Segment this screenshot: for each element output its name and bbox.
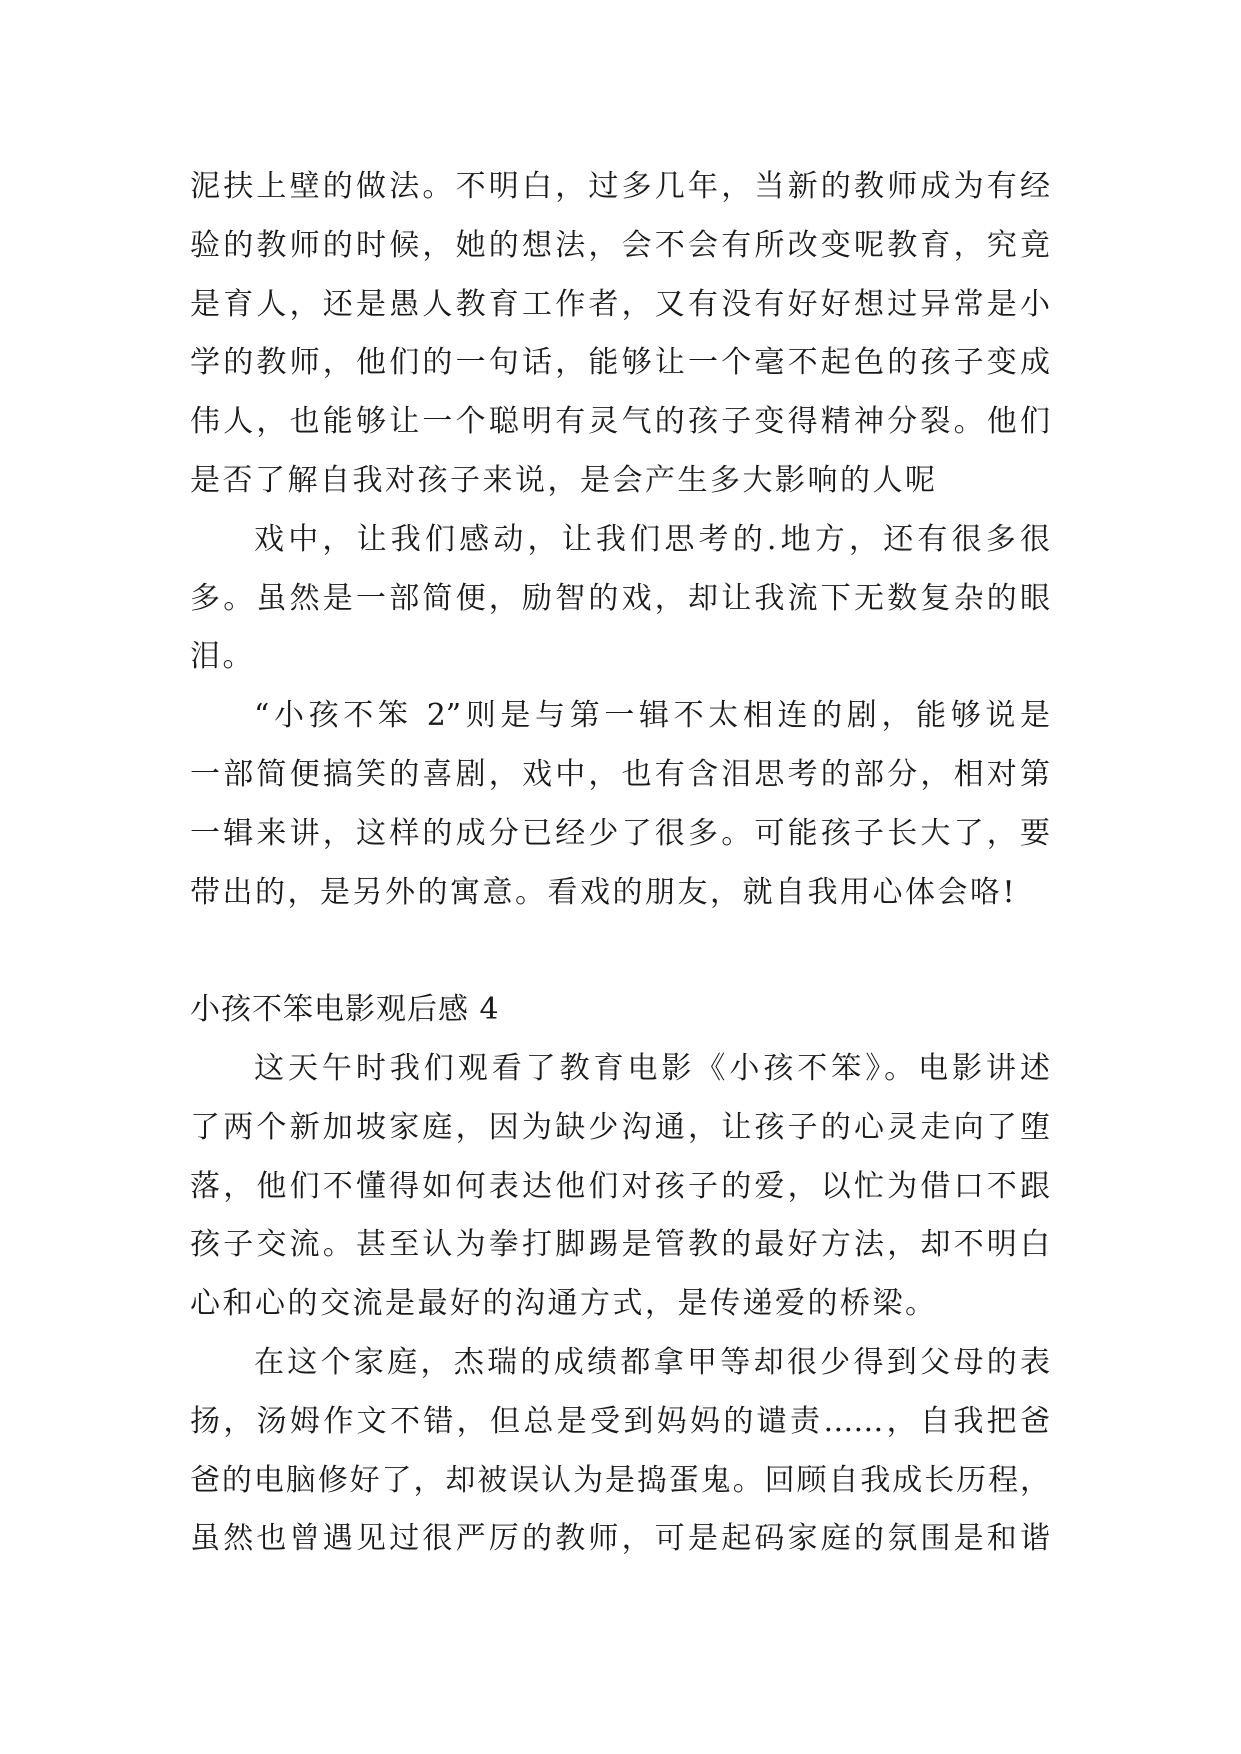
text-line: 扬，汤姆作文不错，但总是受到妈妈的谴责……，自我把爸 xyxy=(190,1403,1050,1439)
text-line: 验的教师的时候，她的想法，会不会有所改变呢教育，究竟 xyxy=(190,227,1050,263)
text-line: 落，他们不懂得如何表达他们对孩子的爱，以忙为借口不跟 xyxy=(190,1168,1050,1204)
text-line: 带出的，是另外的寓意。看戏的朋友，就自我用心体会咯! xyxy=(190,874,1018,910)
text-line: 爸的电脑修好了，却被误认为是捣蛋鬼。回顾自我成长历程， xyxy=(190,1462,1050,1498)
paragraph-4 xyxy=(190,1040,1050,1334)
text-line: 一辑来讲，这样的成分已经少了很多。可能孩子长大了，要 xyxy=(190,815,1050,851)
text-line: 泪。 xyxy=(190,639,255,675)
paragraph-5 xyxy=(190,1334,1050,1569)
text-line: 一部简便搞笑的喜剧，戏中，也有含泪思考的部分，相对第 xyxy=(190,756,1050,792)
section-heading: 小孩不笨电影观后感 4 xyxy=(190,992,500,1028)
text-line: 学的教师，他们的一句话，能够让一个毫不起色的孩子变成 xyxy=(190,345,1050,381)
text-line: 多。虽然是一部简便，励智的戏，却让我流下无数复杂的眼 xyxy=(190,580,1050,616)
paragraph-1 xyxy=(190,158,1050,511)
text-line: 泥扶上壁的做法。不明白，过多几年，当新的教师成为有经 xyxy=(190,169,1050,204)
document-body xyxy=(190,158,1050,1569)
text-line: 了两个新加坡家庭，因为缺少沟通，让孩子的心灵走向了堕 xyxy=(190,1109,1050,1145)
text-line: “小孩不笨 2”则是与第一辑不太相连的剧，能够说是 xyxy=(254,698,1050,734)
text-line: 在这个家庭，杰瑞的成绩都拿甲等却很少得到父母的表 xyxy=(254,1344,1050,1380)
blank-line xyxy=(190,922,1050,981)
text-line: 孩子交流。甚至认为拳打脚踢是管教的最好方法，却不明白 xyxy=(190,1227,1050,1263)
paragraph-3 xyxy=(190,687,1050,922)
text-line: 这天午时我们观看了教育电影《小孩不笨》。电影讲述 xyxy=(254,1050,1050,1086)
text-line: 虽然也曾遇见过很严厉的教师，可是起码家庭的氛围是和谐 xyxy=(190,1521,1050,1557)
text-line: 心和心的交流是最好的沟通方式，是传递爱的桥梁。 xyxy=(190,1286,938,1322)
text-line: 是育人，还是愚人教育工作者，又有没有好好想过异常是小 xyxy=(190,286,1050,322)
paragraph-2 xyxy=(190,511,1050,687)
text-line: 戏中，让我们感动，让我们思考的.地方，还有很多很 xyxy=(254,521,1050,557)
text-line: 是否了解自我对孩子来说，是会产生多大影响的人呢 xyxy=(190,462,938,498)
text-line: 伟人，也能够让一个聪明有灵气的孩子变得精神分裂。他们 xyxy=(190,404,1050,440)
